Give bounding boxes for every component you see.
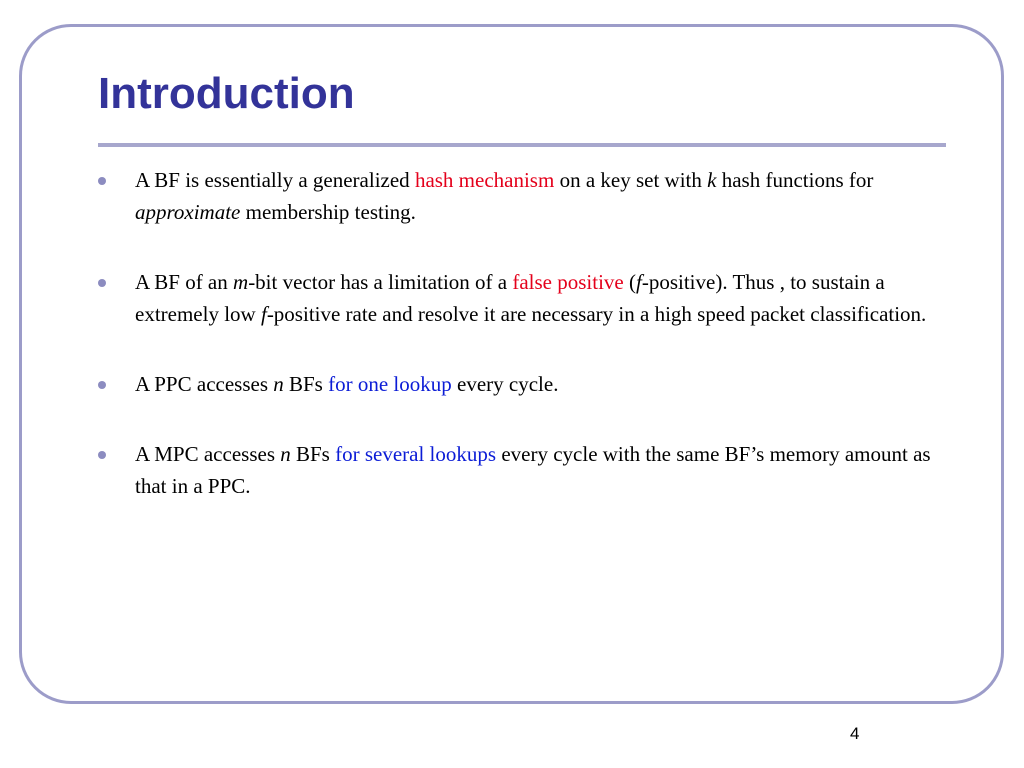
bullet-text: -bit vector has a limitation of a xyxy=(248,270,513,294)
bullet-item-bf-hash xyxy=(98,164,938,228)
italic-f: f xyxy=(260,302,267,326)
slide-title: Introduction xyxy=(98,69,355,118)
bullet-item-ppc xyxy=(98,368,938,400)
bullet-text: A BF is essentially a generalized xyxy=(135,168,415,192)
bullet-text: A PPC accesses xyxy=(135,372,274,396)
bullet-text: A BF of an xyxy=(135,270,234,294)
bullet-item-false-positive xyxy=(98,266,938,330)
bullet-text: A MPC accesses xyxy=(135,442,281,466)
highlight-hash-mechanism: hash mechanism xyxy=(414,168,555,192)
highlight-several-lookups: for several lookups xyxy=(335,442,497,466)
bullet-dot-icon xyxy=(98,279,106,287)
bullet-list xyxy=(98,164,938,502)
bullet-text: every cycle with the same BF’s memory amount as that in a PPC. xyxy=(135,442,931,498)
highlight-one-lookup: for one lookup xyxy=(328,372,452,396)
bullet-item-mpc xyxy=(98,438,938,502)
highlight-false-positive: false positive xyxy=(512,270,624,294)
bullet-text: every cycle. xyxy=(451,372,559,396)
italic-n: n xyxy=(280,442,291,466)
italic-approximate: approximate xyxy=(135,200,241,224)
bullet-text: BFs xyxy=(283,372,329,396)
bullet-text: -positive). Thus , to sustain a extremely low xyxy=(135,270,885,326)
bullet-dot-icon xyxy=(98,451,106,459)
bullet-text: BFs xyxy=(290,442,336,466)
bullet-dot-icon xyxy=(98,177,106,185)
italic-k: k xyxy=(707,168,717,192)
italic-m: m xyxy=(233,270,249,294)
bullet-text: ( xyxy=(623,270,636,294)
italic-n: n xyxy=(273,372,284,396)
title-underline xyxy=(98,143,946,147)
bullet-text: on a key set with xyxy=(554,168,708,192)
bullet-text: hash functions for xyxy=(716,168,874,192)
page-number: 4 xyxy=(850,724,860,743)
bullet-dot-icon xyxy=(98,381,106,389)
bullet-text: membership testing. xyxy=(240,200,416,224)
bullet-text: -positive rate and resolve it are necessary in a high speed packet classification. xyxy=(266,302,927,326)
italic-f: f xyxy=(636,270,642,294)
